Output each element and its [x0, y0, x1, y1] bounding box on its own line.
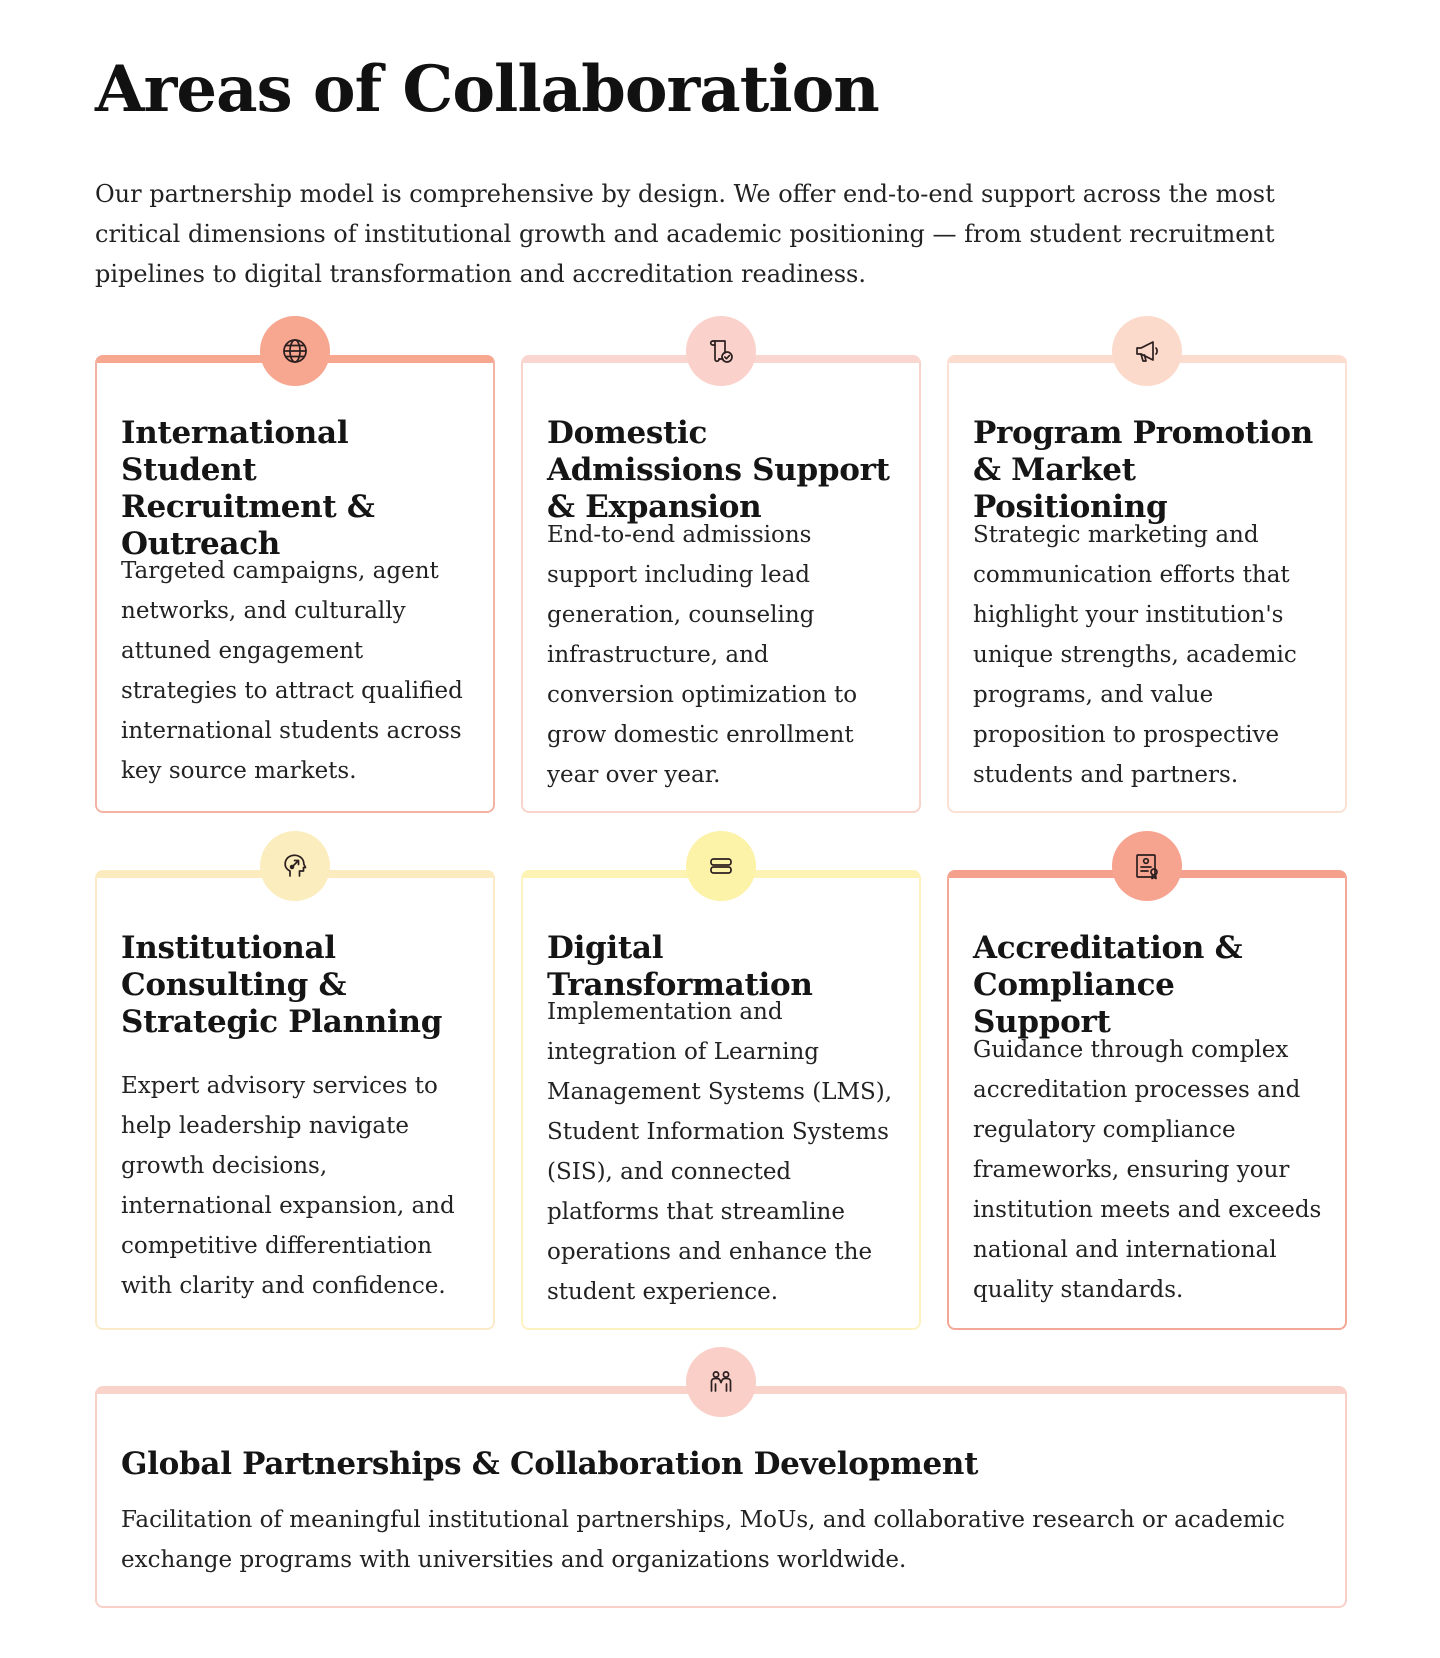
card-digital-transformation	[521, 870, 921, 1330]
card-title: Program Promotion & Market Positioning	[973, 415, 1314, 525]
page-title: Areas of Collaboration	[95, 52, 879, 127]
card-description: End-to-end admissions support including lead generation, counseling infrastructure, and conversion optimization to grow domestic enrollment year over year.	[547, 522, 858, 788]
card-international-recruitment	[95, 355, 495, 813]
stack-icon	[686, 831, 756, 901]
card-institutional-consulting	[95, 870, 495, 1330]
card-accreditation-compliance	[947, 870, 1347, 1330]
card-title: Domestic Admissions Support & Expansion	[547, 415, 890, 525]
strategy-head-icon	[260, 831, 330, 901]
card-title: Digital Transformation	[547, 930, 813, 1003]
card-title: Accreditation & Compliance Support	[973, 930, 1243, 1040]
card-description: Expert advisory services to help leadership navigate growth decisions, international expansion, and competitive differentiation with clarity and confidence.	[121, 1073, 455, 1299]
megaphone-icon	[1112, 316, 1182, 386]
scroll-check-icon	[686, 316, 756, 386]
card-title: Institutional Consulting & Strategic Planning	[121, 930, 443, 1040]
card-description: Facilitation of meaningful institutional partnerships, MoUs, and collaborative research or academic exchange programs with universities and organizations worldwide.	[121, 1507, 1285, 1573]
people-icon	[686, 1347, 756, 1417]
card-title: Global Partnerships & Collaboration Development	[121, 1446, 979, 1482]
card-title: International Student Recruitment & Outreach	[121, 415, 375, 562]
card-description: Strategic marketing and communication efforts that highlight your institution's unique strengths, academic programs, and value proposition to prospective students and partners.	[973, 522, 1297, 788]
card-description: Targeted campaigns, agent networks, and culturally attuned engagement strategies to attract qualified international students across key source markets.	[121, 558, 463, 784]
card-description: Implementation and integration of Learning Management Systems (LMS), Student Information Systems (SIS), and connected platforms that streamline operations and enhance the student experience.	[547, 999, 893, 1305]
certificate-icon	[1112, 831, 1182, 901]
card-description: Guidance through complex accreditation processes and regulatory compliance frameworks, ensuring your institution meets and exceeds national and international quality standards.	[973, 1037, 1322, 1303]
card-program-promotion	[947, 355, 1347, 813]
card-global-partnerships	[95, 1386, 1347, 1608]
intro-paragraph: Our partnership model is comprehensive by design. We offer end-to-end support across the most critical dimensions of institutional growth and academic positioning — from student recruitment pipelines to digital transformation and accreditation readiness.	[95, 180, 1275, 288]
card-domestic-admissions	[521, 355, 921, 813]
globe-icon	[260, 316, 330, 386]
